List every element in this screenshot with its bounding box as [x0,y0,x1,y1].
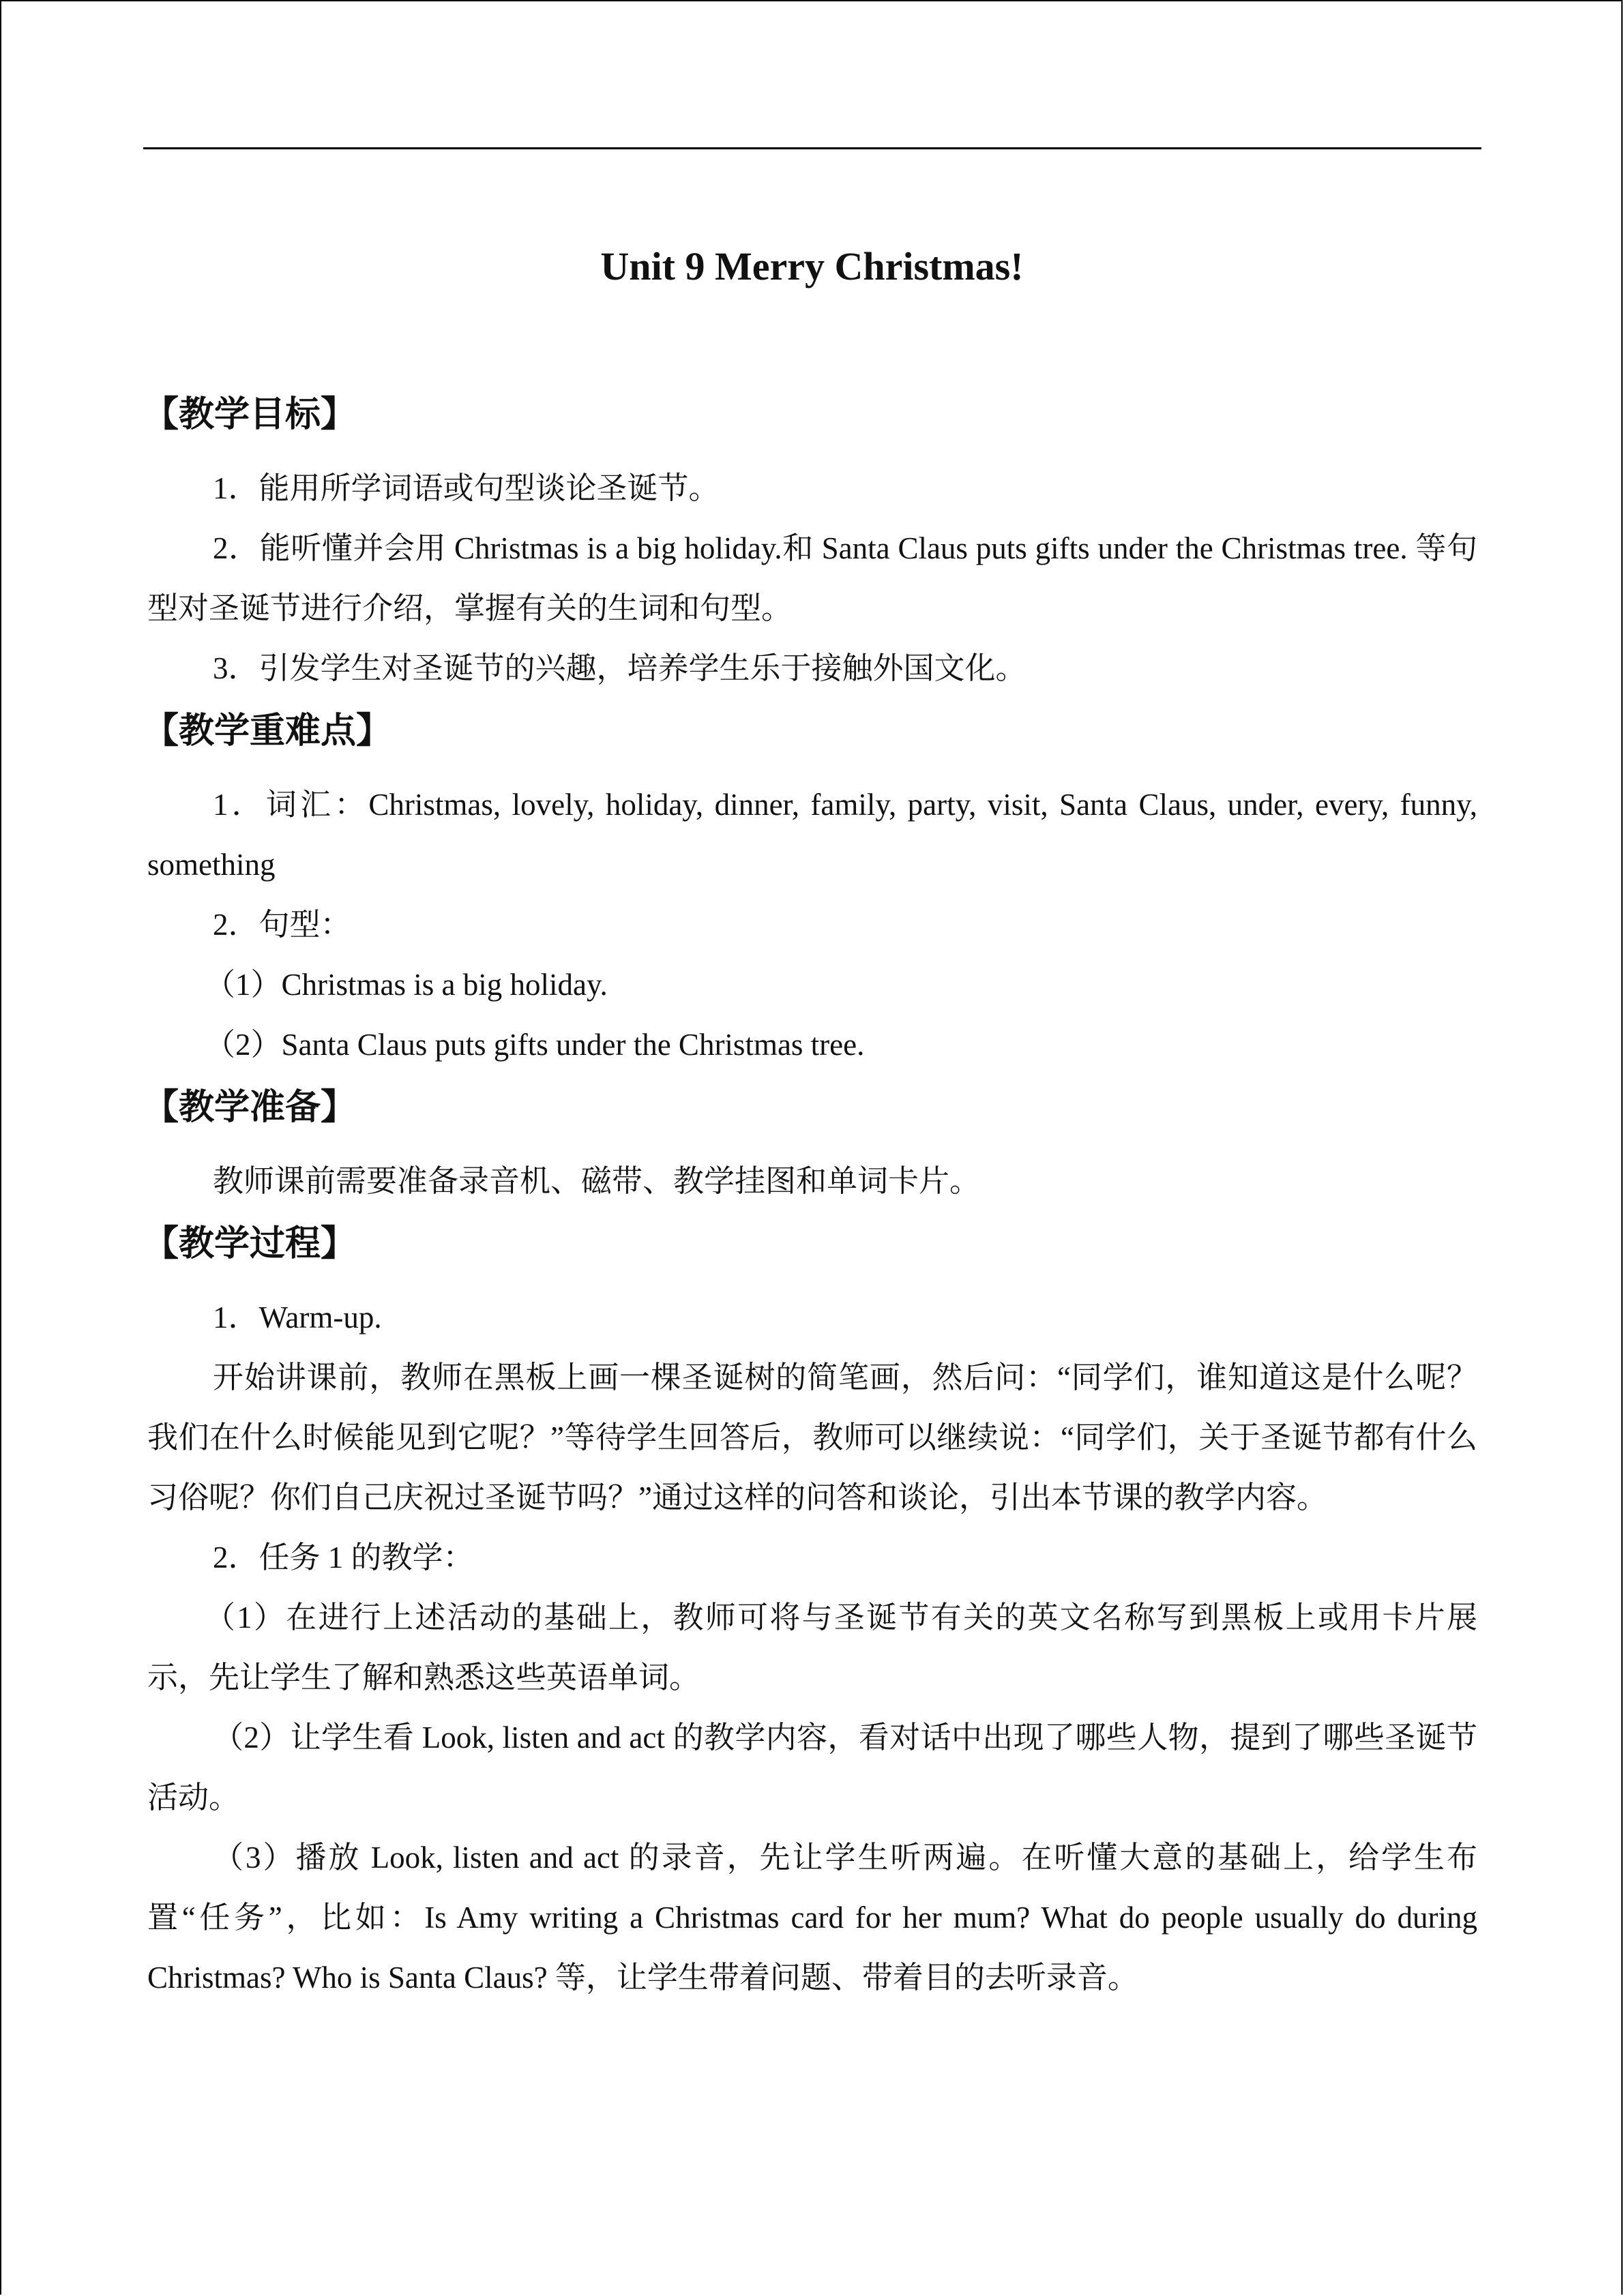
goal-item-2: 2．能听懂并会用 Christmas is a big holiday.和 Santa Claus puts gifts under the Christmas tree. 等句型对圣诞节进行介绍，掌握有关的生词和句型。 [147,531,1477,625]
heading-preparation: 【教学准备】 [143,1087,357,1128]
header-rule [143,147,1481,149]
heading-key-points: 【教学重难点】 [143,711,392,751]
goal-item-3: 3．引发学生对圣诞节的兴趣，培养学生乐于接触外国文化。 [213,651,1027,685]
heading-goals: 【教学目标】 [143,394,357,435]
task1-step-3: （3）播放 Look, listen and act 的录音，先让学生听两遍。在听懂大意的基础上，给学生布置“任务”，比如：Is Amy writing a Christmas card for her mum? What do people usually do during Christmas? Who is Santa Claus? 等，让学生带着问题、带着目的去听录音。 [147,1840,1477,1995]
heading-process: 【教学过程】 [143,1223,357,1264]
key-points-vocab: 1．词汇：Christmas, lovely, holiday, dinner, family, party, visit, Santa Claus, under, every, funny, something [147,788,1477,882]
document-body [143,382,1477,2008]
task1-step-2: （2）让学生看 Look, listen and act 的教学内容，看对话中出现了哪些人物，提到了哪些圣诞节活动。 [147,1720,1477,1815]
pattern-item-1: （1）Christmas is a big holiday. [205,968,608,1002]
pattern-item-2: （2）Santa Claus puts gifts under the Christmas tree. [205,1028,865,1062]
preparation-text: 教师课前需要准备录音机、磁带、教学挂图和单词卡片。 [213,1164,981,1198]
warmup-text: 开始讲课前，教师在黑板上画一棵圣诞树的简笔画，然后问：“同学们，谁知道这是什么呢？我们在什么时候能见到它呢？”等待学生回答后，教师可以继续说：“同学们，关于圣诞节都有什么习俗呢？你们自己庆祝过圣诞节吗？”通过这样的问答和谈论，引出本节课的教学内容。 [147,1360,1477,1515]
key-points-patterns-label: 2．句型： [213,908,351,942]
document-title: Unit 9 Merry Christmas! [600,243,1024,288]
warmup-label: 1．Warm-up. [213,1300,382,1335]
task1-step-1: （1）在进行上述活动的基础上，教师可将与圣诞节有关的英文名称写到黑板上或用卡片展示，先让学生了解和熟悉这些英语单词。 [147,1600,1477,1695]
task1-label: 2．任务 1 的教学： [213,1540,474,1575]
goal-item-1: 1．能用所学词语或句型谈论圣诞节。 [213,471,720,505]
